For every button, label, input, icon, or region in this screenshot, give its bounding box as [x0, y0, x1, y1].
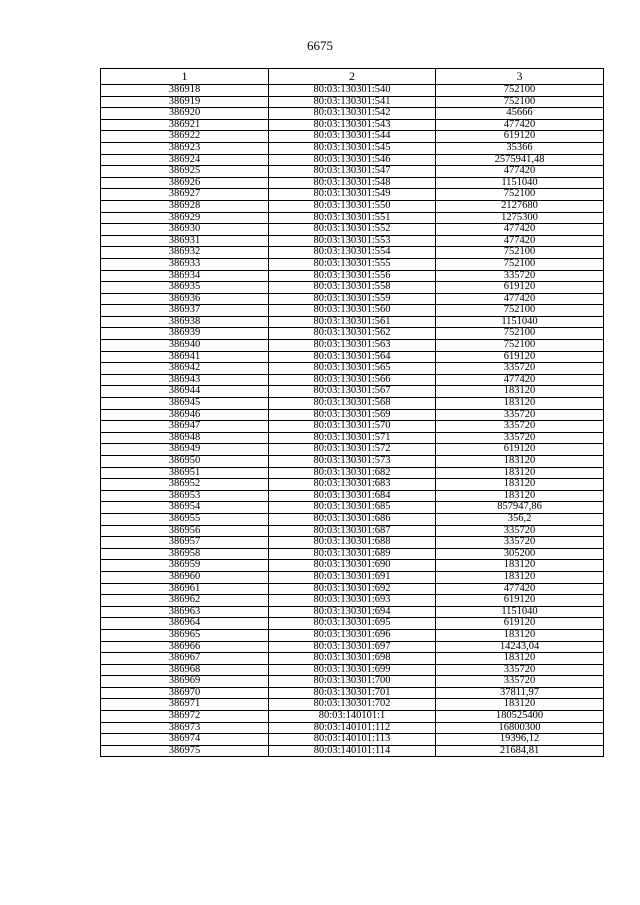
row-number-cell: 386940: [101, 340, 269, 352]
row-number-cell: 386938: [101, 316, 269, 328]
cadastral-number-cell: 80:03:130301:685: [269, 502, 436, 514]
cadastral-number-cell: 80:03:130301:554: [269, 247, 436, 259]
cadastral-number-cell: 80:03:130301:555: [269, 258, 436, 270]
cadastral-number-cell: 80:03:130301:542: [269, 108, 436, 120]
row-number-cell: 386946: [101, 409, 269, 421]
value-cell: 477420: [436, 224, 604, 236]
cadastral-number-cell: 80:03:130301:549: [269, 189, 436, 201]
row-number-cell: 386951: [101, 467, 269, 479]
value-cell: 180525400: [436, 711, 604, 723]
cadastral-number-cell: 80:03:130301:544: [269, 131, 436, 143]
cadastral-number-cell: 80:03:130301:543: [269, 119, 436, 131]
value-cell: 305200: [436, 548, 604, 560]
value-cell: 335720: [436, 537, 604, 549]
table-row: [101, 119, 604, 131]
value-cell: 857947,86: [436, 502, 604, 514]
value-cell: 356,2: [436, 513, 604, 525]
table-row: [101, 467, 604, 479]
row-number-cell: 386959: [101, 560, 269, 572]
cadastral-number-cell: 80:03:130301:691: [269, 571, 436, 583]
value-cell: 335720: [436, 432, 604, 444]
cadastral-number-cell: 80:03:130301:697: [269, 641, 436, 653]
table-row: [101, 363, 604, 375]
table-row: [101, 85, 604, 97]
table-row: [101, 177, 604, 189]
row-number-cell: 386974: [101, 734, 269, 746]
value-cell: 45666: [436, 108, 604, 120]
table-row: [101, 200, 604, 212]
row-number-cell: 386969: [101, 676, 269, 688]
table-row: [101, 653, 604, 665]
row-number-cell: 386947: [101, 421, 269, 433]
value-cell: 21684,81: [436, 745, 604, 757]
table-row: [101, 351, 604, 363]
table-row: [101, 722, 604, 734]
row-number-cell: 386954: [101, 502, 269, 514]
table-row: [101, 293, 604, 305]
cadastral-number-cell: 80:03:130301:683: [269, 479, 436, 491]
cadastral-number-cell: 80:03:130301:572: [269, 444, 436, 456]
cadastral-number-cell: 80:03:130301:560: [269, 305, 436, 317]
cadastral-number-cell: 80:03:130301:573: [269, 456, 436, 468]
row-number-cell: 386933: [101, 258, 269, 270]
row-number-cell: 386945: [101, 398, 269, 410]
value-cell: 1151040: [436, 177, 604, 189]
cadastral-number-cell: 80:03:130301:563: [269, 340, 436, 352]
cadastral-number-cell: 80:03:130301:690: [269, 560, 436, 572]
cadastral-number-cell: 80:03:130301:693: [269, 595, 436, 607]
table-row: [101, 212, 604, 224]
table-row: [101, 247, 604, 259]
table-row: [101, 548, 604, 560]
cadastral-number-cell: 80:03:130301:552: [269, 224, 436, 236]
table-row: [101, 224, 604, 236]
table-row: [101, 734, 604, 746]
row-number-cell: 386966: [101, 641, 269, 653]
row-number-cell: 386973: [101, 722, 269, 734]
cadastral-number-cell: 80:03:130301:569: [269, 409, 436, 421]
value-cell: 477420: [436, 374, 604, 386]
value-cell: 16800300: [436, 722, 604, 734]
cadastral-number-cell: 80:03:130301:570: [269, 421, 436, 433]
value-cell: 183120: [436, 386, 604, 398]
row-number-cell: 386926: [101, 177, 269, 189]
table-row: [101, 560, 604, 572]
table-row: [101, 189, 604, 201]
cadastral-number-cell: 80:03:130301:699: [269, 664, 436, 676]
table-row: [101, 525, 604, 537]
page-number: 6675: [307, 38, 333, 53]
value-cell: 335720: [436, 421, 604, 433]
value-cell: 183120: [436, 490, 604, 502]
table-row: [101, 409, 604, 421]
row-number-cell: 386922: [101, 131, 269, 143]
table-row: [101, 513, 604, 525]
cadastral-number-cell: 80:03:130301:684: [269, 490, 436, 502]
row-number-cell: 386962: [101, 595, 269, 607]
value-cell: 183120: [436, 653, 604, 665]
row-number-cell: 386924: [101, 154, 269, 166]
table-row: [101, 479, 604, 491]
value-cell: 335720: [436, 664, 604, 676]
cadastral-number-cell: 80:03:130301:566: [269, 374, 436, 386]
cadastral-number-cell: 80:03:130301:550: [269, 200, 436, 212]
row-number-cell: 386921: [101, 119, 269, 131]
row-number-cell: 386955: [101, 513, 269, 525]
value-cell: 183120: [436, 699, 604, 711]
row-number-cell: 386975: [101, 745, 269, 757]
row-number-cell: 386958: [101, 548, 269, 560]
cadastral-number-cell: 80:03:130301:553: [269, 235, 436, 247]
row-number-cell: 386936: [101, 293, 269, 305]
value-cell: 619120: [436, 131, 604, 143]
table-body: [101, 85, 604, 757]
row-number-cell: 386967: [101, 653, 269, 665]
value-cell: 752100: [436, 258, 604, 270]
cadastral-number-cell: 80:03:140101:112: [269, 722, 436, 734]
row-number-cell: 386934: [101, 270, 269, 282]
table-row: [101, 699, 604, 711]
value-cell: 477420: [436, 166, 604, 178]
table-row: [101, 444, 604, 456]
cadastral-value-table: [100, 68, 604, 757]
table-row: [101, 687, 604, 699]
row-number-cell: 386939: [101, 328, 269, 340]
value-cell: 752100: [436, 340, 604, 352]
table-row: [101, 432, 604, 444]
row-number-cell: 386937: [101, 305, 269, 317]
value-cell: 1151040: [436, 606, 604, 618]
cadastral-number-cell: 80:03:130301:688: [269, 537, 436, 549]
cadastral-number-cell: 80:03:130301:694: [269, 606, 436, 618]
value-cell: 183120: [436, 571, 604, 583]
row-number-cell: 386964: [101, 618, 269, 630]
cadastral-number-cell: 80:03:130301:687: [269, 525, 436, 537]
cadastral-number-cell: 80:03:130301:548: [269, 177, 436, 189]
column-header-1: 1: [101, 69, 269, 85]
table-row: [101, 166, 604, 178]
cadastral-number-cell: 80:03:130301:567: [269, 386, 436, 398]
table-row: [101, 745, 604, 757]
cadastral-number-cell: 80:03:130301:686: [269, 513, 436, 525]
value-cell: 477420: [436, 293, 604, 305]
row-number-cell: 386930: [101, 224, 269, 236]
value-cell: 183120: [436, 629, 604, 641]
table-row: [101, 490, 604, 502]
row-number-cell: 386971: [101, 699, 269, 711]
table-row: [101, 571, 604, 583]
row-number-cell: 386928: [101, 200, 269, 212]
cadastral-number-cell: 80:03:130301:689: [269, 548, 436, 560]
table-row: [101, 96, 604, 108]
cadastral-number-cell: 80:03:130301:696: [269, 629, 436, 641]
cadastral-number-cell: 80:03:130301:698: [269, 653, 436, 665]
cadastral-number-cell: 80:03:130301:545: [269, 142, 436, 154]
table-row: [101, 108, 604, 120]
cadastral-number-cell: 80:03:130301:682: [269, 467, 436, 479]
table-row: [101, 606, 604, 618]
table-row: [101, 235, 604, 247]
value-cell: 477420: [436, 235, 604, 247]
table-row: [101, 664, 604, 676]
cadastral-number-cell: 80:03:130301:701: [269, 687, 436, 699]
row-number-cell: 386927: [101, 189, 269, 201]
cadastral-number-cell: 80:03:130301:695: [269, 618, 436, 630]
row-number-cell: 386956: [101, 525, 269, 537]
row-number-cell: 386968: [101, 664, 269, 676]
value-cell: 14243,04: [436, 641, 604, 653]
row-number-cell: 386920: [101, 108, 269, 120]
row-number-cell: 386932: [101, 247, 269, 259]
row-number-cell: 386942: [101, 363, 269, 375]
cadastral-number-cell: 80:03:130301:562: [269, 328, 436, 340]
value-cell: 477420: [436, 583, 604, 595]
value-cell: 19396,12: [436, 734, 604, 746]
value-cell: 752100: [436, 328, 604, 340]
cadastral-number-cell: 80:03:130301:565: [269, 363, 436, 375]
table-row: [101, 131, 604, 143]
value-cell: 335720: [436, 270, 604, 282]
table-row: [101, 583, 604, 595]
value-cell: 2127680: [436, 200, 604, 212]
row-number-cell: 386925: [101, 166, 269, 178]
value-cell: 183120: [436, 467, 604, 479]
table-row: [101, 618, 604, 630]
row-number-cell: 386965: [101, 629, 269, 641]
row-number-cell: 386961: [101, 583, 269, 595]
value-cell: 183120: [436, 479, 604, 491]
row-number-cell: 386949: [101, 444, 269, 456]
row-number-cell: 386923: [101, 142, 269, 154]
cadastral-number-cell: 80:03:130301:541: [269, 96, 436, 108]
row-number-cell: 386948: [101, 432, 269, 444]
table-row: [101, 374, 604, 386]
table-row: [101, 676, 604, 688]
table-row: [101, 456, 604, 468]
row-number-cell: 386943: [101, 374, 269, 386]
column-header-3: 3: [436, 69, 604, 85]
table-row: [101, 711, 604, 723]
row-number-cell: 386952: [101, 479, 269, 491]
value-cell: 619120: [436, 618, 604, 630]
value-cell: 183120: [436, 560, 604, 572]
column-header-2: 2: [269, 69, 436, 85]
value-cell: 335720: [436, 363, 604, 375]
value-cell: 619120: [436, 282, 604, 294]
table-row: [101, 340, 604, 352]
row-number-cell: 386970: [101, 687, 269, 699]
table-row: [101, 316, 604, 328]
row-number-cell: 386941: [101, 351, 269, 363]
table-row: [101, 142, 604, 154]
value-cell: 619120: [436, 595, 604, 607]
value-cell: 619120: [436, 351, 604, 363]
table-row: [101, 258, 604, 270]
table-row: [101, 386, 604, 398]
cadastral-number-cell: 80:03:130301:571: [269, 432, 436, 444]
value-cell: 752100: [436, 305, 604, 317]
table-row: [101, 595, 604, 607]
value-cell: 752100: [436, 96, 604, 108]
row-number-cell: 386960: [101, 571, 269, 583]
row-number-cell: 386929: [101, 212, 269, 224]
cadastral-number-cell: 80:03:140101:113: [269, 734, 436, 746]
cadastral-number-cell: 80:03:140101:114: [269, 745, 436, 757]
value-cell: 1151040: [436, 316, 604, 328]
value-cell: 1275300: [436, 212, 604, 224]
cadastral-number-cell: 80:03:130301:558: [269, 282, 436, 294]
cadastral-number-cell: 80:03:130301:568: [269, 398, 436, 410]
cadastral-number-cell: 80:03:130301:551: [269, 212, 436, 224]
cadastral-number-cell: 80:03:130301:546: [269, 154, 436, 166]
cadastral-number-cell: 80:03:130301:540: [269, 85, 436, 97]
value-cell: 619120: [436, 444, 604, 456]
value-cell: 752100: [436, 189, 604, 201]
cadastral-number-cell: 80:03:130301:561: [269, 316, 436, 328]
cadastral-number-cell: 80:03:130301:556: [269, 270, 436, 282]
row-number-cell: 386931: [101, 235, 269, 247]
value-cell: 752100: [436, 85, 604, 97]
table-row: [101, 629, 604, 641]
value-cell: 37811,97: [436, 687, 604, 699]
table-row: [101, 328, 604, 340]
cadastral-number-cell: 80:03:130301:559: [269, 293, 436, 305]
cadastral-number-cell: 80:03:130301:692: [269, 583, 436, 595]
table-row: [101, 305, 604, 317]
row-number-cell: 386935: [101, 282, 269, 294]
row-number-cell: 386944: [101, 386, 269, 398]
value-cell: 2575941,48: [436, 154, 604, 166]
value-cell: 477420: [436, 119, 604, 131]
value-cell: 183120: [436, 398, 604, 410]
value-cell: 35366: [436, 142, 604, 154]
table-row: [101, 270, 604, 282]
row-number-cell: 386972: [101, 711, 269, 723]
table-header-row: [101, 69, 604, 85]
table-row: [101, 398, 604, 410]
row-number-cell: 386957: [101, 537, 269, 549]
table-row: [101, 502, 604, 514]
cadastral-number-cell: 80:03:140101:1: [269, 711, 436, 723]
value-cell: 335720: [436, 676, 604, 688]
row-number-cell: 386918: [101, 85, 269, 97]
value-cell: 335720: [436, 409, 604, 421]
table-row: [101, 537, 604, 549]
table-row: [101, 641, 604, 653]
value-cell: 183120: [436, 456, 604, 468]
value-cell: 335720: [436, 525, 604, 537]
table-row: [101, 154, 604, 166]
cadastral-number-cell: 80:03:130301:700: [269, 676, 436, 688]
table-row: [101, 421, 604, 433]
cadastral-number-cell: 80:03:130301:702: [269, 699, 436, 711]
row-number-cell: 386963: [101, 606, 269, 618]
row-number-cell: 386919: [101, 96, 269, 108]
cadastral-number-cell: 80:03:130301:564: [269, 351, 436, 363]
table-row: [101, 282, 604, 294]
value-cell: 752100: [436, 247, 604, 259]
row-number-cell: 386953: [101, 490, 269, 502]
cadastral-number-cell: 80:03:130301:547: [269, 166, 436, 178]
row-number-cell: 386950: [101, 456, 269, 468]
